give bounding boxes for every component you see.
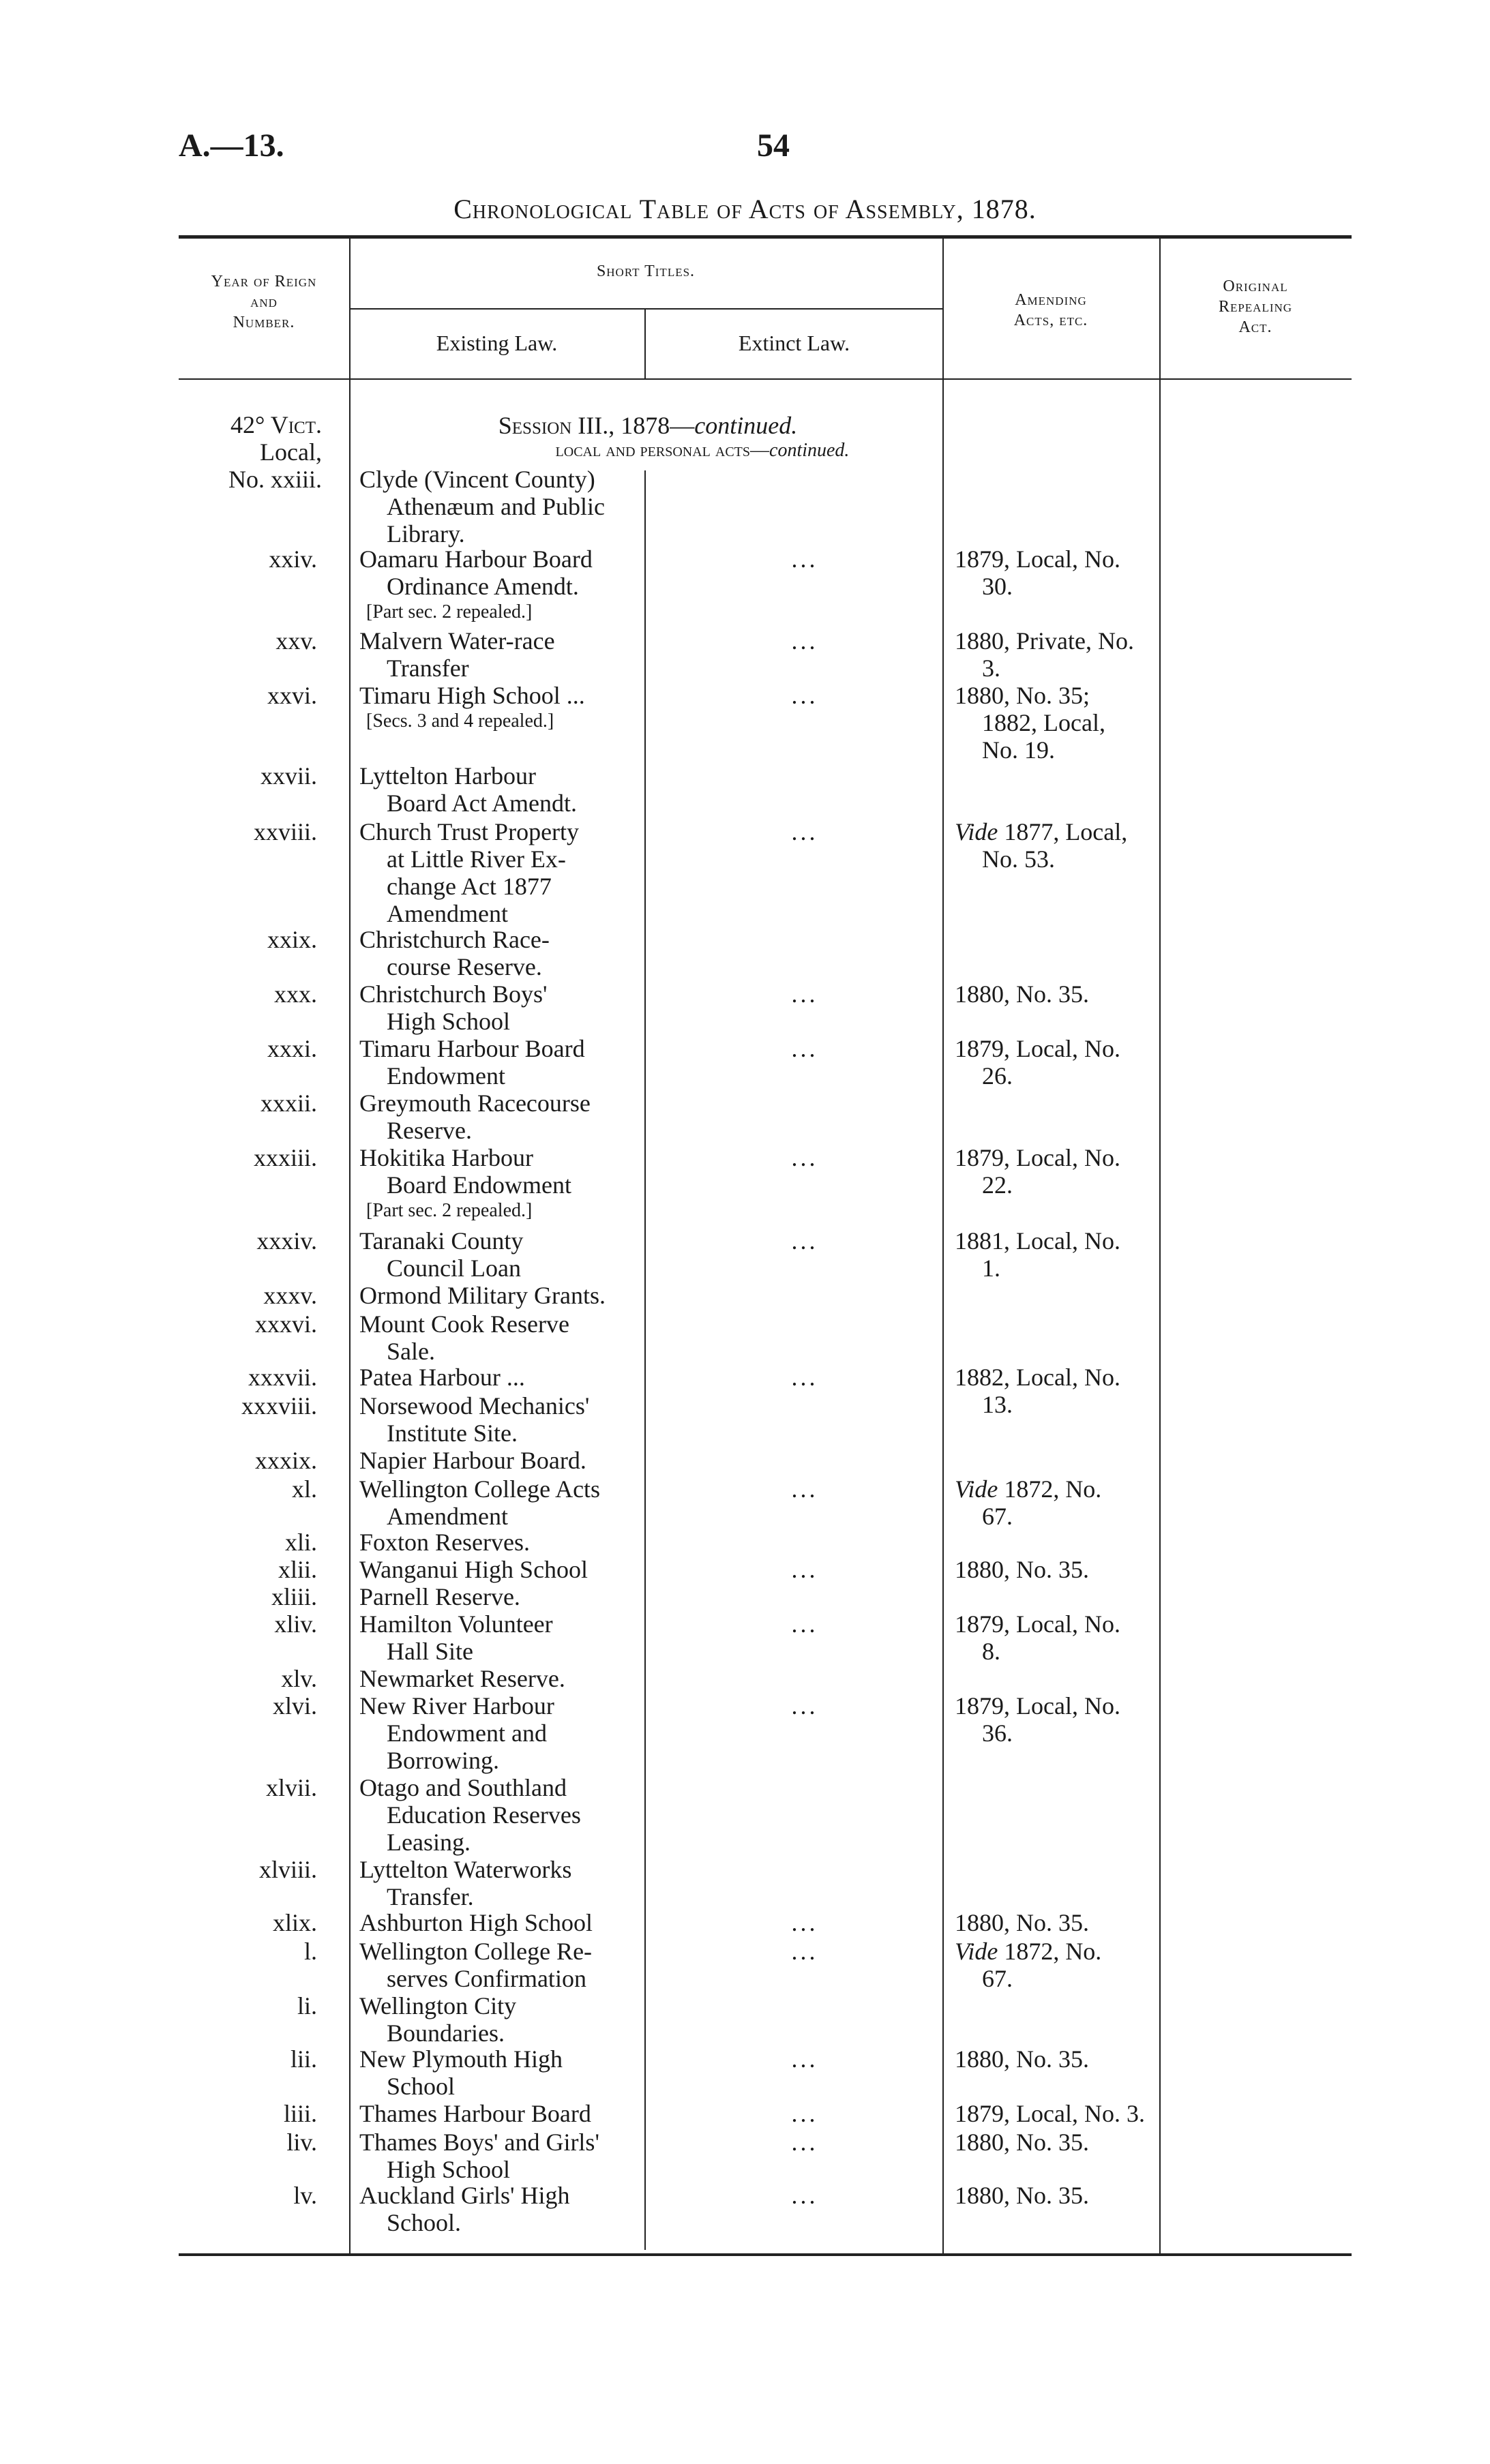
title-line: Thames Harbour Board [359,2100,591,2127]
session-subheading-main: local and personal acts— [555,440,770,461]
row-number: lii. [290,2045,317,2073]
session-subheading-cont: continued. [769,440,850,461]
title-line: New Plymouth High [359,2045,563,2073]
repeal-note: [Secs. 3 and 4 repealed.] [366,710,554,732]
row-short-title [359,1610,644,1665]
row-short-title [359,1909,644,1936]
row-number: xxvii. [260,762,317,790]
row-amending-acts [955,682,1154,764]
row-short-title [359,1144,644,1223]
title-line: High School [387,2156,511,2183]
title-line: Library. [387,520,465,547]
title-line: Otago and Southland [359,1774,567,1801]
amend-line: 1879, Local, No. [955,545,1120,573]
amend-line: 1. [982,1254,1000,1282]
row-number: liv. [286,2129,317,2156]
title-line: Wellington City [359,1992,517,2019]
row-short-title [359,2129,644,2183]
row-number: xlviii. [258,1856,317,1883]
row-number: xxv. [275,627,317,655]
row-extinct-law: ... [791,1475,818,1503]
title-line: Lyttelton Waterworks [359,1856,572,1883]
header-bottom-rule [179,378,1352,380]
header-year-line: and [250,293,278,311]
title-line: Borrowing. [387,1747,499,1774]
row-amending-acts [955,2182,1154,2209]
title-line: Council Loan [387,1254,521,1282]
vide-label: Vide [955,1475,1004,1503]
session-heading-main: Session III., 1878— [498,412,695,439]
row-short-title [359,980,644,1035]
row-amending-acts [955,1475,1154,1530]
regnal-line: 42° Vict. [230,411,322,438]
row-amending-acts [955,2045,1154,2073]
row-short-title [359,1392,644,1447]
session-heading-cont: continued. [694,412,798,439]
title-line: Patea Harbour ... [359,1364,525,1391]
row-number: li. [297,1992,317,2019]
title-line: serves Confirmation [387,1965,586,1992]
amend-line: 1879, Local, No. [955,1610,1120,1638]
row-number: xlv. [281,1665,317,1692]
title-line: Transfer [387,655,469,682]
header-original-line: Act. [1238,318,1272,336]
amend-line: 1880, Private, No. [955,627,1134,655]
row-number: xxxiii. [253,1144,317,1171]
amend-line: 22. [982,1171,1013,1199]
amend-line: 26. [982,1062,1013,1090]
amend-line: 1881, Local, No. [955,1227,1120,1254]
title-line: Board Act Amendt. [387,790,577,817]
row-number: xlix. [272,1909,317,1936]
title-line: course Reserve. [387,953,542,980]
row-amending-acts [955,1938,1154,1992]
title-line: Napier Harbour Board. [359,1447,586,1474]
title-line: Wellington College Acts [359,1475,601,1503]
row-amending-acts [955,2129,1154,2156]
title-line: Christchurch Boys' [359,980,548,1008]
row-short-title [359,1556,644,1583]
row-short-title [359,762,644,817]
row-short-title [359,2182,644,2236]
title-line: Parnell Reserve. [359,1583,520,1610]
row-short-title [359,545,644,625]
title-line: High School [387,1008,511,1035]
amend-line: 1882, Local, [982,709,1105,736]
row-short-title [359,1227,644,1282]
row-amending-acts [955,980,1154,1008]
short-titles-divider [349,308,942,310]
title-line: Education Reserves [387,1801,581,1829]
row-extinct-law: ... [791,2100,818,2127]
title-line: Clyde (Vincent County) [359,466,595,493]
row-extinct-law: ... [791,1035,818,1062]
title-line: Mount Cook Reserve [359,1310,569,1338]
amend-line: No. 53. [982,845,1055,873]
amend-line: 1880, No. 35. [955,980,1089,1008]
title-line: at Little River Ex- [387,845,566,873]
title-line: Greymouth Racecourse [359,1090,591,1117]
title-line: Athenæum and Public [387,493,605,520]
row-extinct-law: ... [791,1938,818,1965]
amend-line: 36. [982,1719,1013,1747]
row-short-title [359,1090,644,1144]
amend-line: Vide 1872, No. [955,1475,1102,1503]
row-short-title [359,1856,644,1910]
header-amending-line: Amending [1015,291,1087,309]
title-line: Timaru High School ... [359,682,585,709]
repeal-note: [Part sec. 2 repealed.] [366,601,533,622]
title-line: Endowment and [387,1719,547,1747]
row-short-title [359,1475,644,1530]
amend-line: 1880, No. 35; [955,682,1090,709]
title-line: Hall Site [387,1638,473,1665]
title-line: Board Endowment [387,1171,571,1199]
amend-line: 1880, No. 35. [955,1909,1089,1936]
amend-line: 1880, No. 35. [955,2182,1089,2209]
title-line: Hamilton Volunteer [359,1610,553,1638]
title-line: Ordinance Amendt. [387,573,579,600]
row-number: xlii. [278,1556,317,1583]
title-line: Thames Boys' and Girls' [359,2129,599,2156]
row-number: lv. [293,2182,317,2209]
row-short-title [359,1938,644,1992]
row-extinct-law: ... [791,545,818,573]
amend-line: 1879, Local, No. [955,1144,1120,1171]
row-short-title [359,818,644,927]
title-line: Church Trust Property [359,818,580,845]
row-short-title [359,1583,644,1610]
row-short-title [359,1282,644,1309]
row-amending-acts [955,1610,1154,1665]
amend-line: 13. [982,1391,1013,1418]
title-line: Ashburton High School [359,1909,593,1936]
amend-line: Vide 1877, Local, [955,818,1128,845]
header-short-titles: Short Titles. [596,262,696,280]
amend-line: 1882, Local, No. [955,1364,1120,1391]
row-number: xxxi. [267,1035,317,1062]
row-extinct-law: ... [791,1364,818,1391]
title-line: Sale. [387,1338,435,1365]
row-number: xliv. [274,1610,317,1638]
row-extinct-law: ... [791,2045,818,2073]
row-extinct-law: ... [791,1909,818,1936]
row-number: xxxviii. [241,1392,317,1419]
row-amending-acts [955,1144,1154,1199]
row-number: xxx. [274,980,317,1008]
row-amending-acts [955,1909,1154,1936]
regnal-line: Local, [260,438,322,466]
title-line: Amendment [387,900,508,927]
row-short-title [359,1447,644,1474]
repeal-note: [Part sec. 2 repealed.] [366,1200,533,1221]
title-line: Wanganui High School [359,1556,588,1583]
amend-line: 1879, Local, No. [955,1035,1120,1062]
title-line: School. [387,2209,462,2236]
header-year-line: Year of Reign [211,273,317,290]
row-number: xxxvi. [254,1310,317,1338]
vide-label: Vide [955,818,1004,845]
row-amending-acts [955,545,1154,600]
row-number: xxvi. [267,682,317,709]
title-line: Hokitika Harbour [359,1144,533,1171]
row-amending-acts [955,627,1154,682]
row-amending-acts [955,2100,1154,2127]
row-number: xl. [291,1475,317,1503]
row-number: xlvii. [265,1774,317,1801]
page-number: 54 [757,127,790,164]
amend-line: 67. [982,1503,1013,1530]
document-reference: A.—13. [179,127,284,164]
row-extinct-law: ... [791,1556,818,1583]
amend-line: 1880, No. 35. [955,1556,1089,1583]
amend-line: Vide 1872, No. [955,1938,1102,1965]
table-top-rule [179,235,1352,239]
row-number: xxxiv. [256,1227,317,1254]
row-extinct-law: ... [791,980,818,1008]
title-line: Wellington College Re- [359,1938,593,1965]
row-number: xxix. [267,926,317,953]
title-line: Institute Site. [387,1419,518,1447]
row-number: xxxix. [254,1447,317,1474]
row-number: xli. [284,1529,317,1556]
session-subheading [396,440,1009,462]
row-short-title [359,466,644,547]
header-existing-law: Existing Law. [436,331,558,355]
row-number: xlvi. [272,1692,317,1719]
regnal-line: No. xxiii. [228,466,322,493]
amend-line: 1879, Local, No. [955,1692,1120,1719]
header-original-line: Original [1223,277,1288,295]
vide-label: Vide [955,1938,1004,1965]
row-short-title [359,2100,644,2127]
title-line: Christchurch Race- [359,926,550,953]
row-amending-acts [955,1227,1154,1282]
title-line: Timaru Harbour Board [359,1035,585,1062]
row-short-title [359,2045,644,2100]
row-short-title [359,682,644,734]
row-short-title [359,1665,644,1692]
amend-line: 1879, Local, No. 3. [955,2100,1145,2127]
row-extinct-law: ... [791,682,818,709]
amend-line: 3. [982,655,1000,682]
amend-line: 30. [982,573,1013,600]
title-line: Ormond Military Grants. [359,1282,606,1309]
title-line: Taranaki County [359,1227,524,1254]
row-short-title [359,1529,644,1556]
row-short-title [359,1992,644,2047]
row-short-title [359,1774,644,1856]
title-line: Amendment [387,1503,508,1530]
amend-line: 1880, No. 35. [955,2129,1089,2156]
title-line: Endowment [387,1062,505,1090]
row-extinct-law: ... [791,1227,818,1254]
session-heading [341,411,955,440]
row-short-title [359,1035,644,1090]
header-original [1159,276,1352,337]
title-line: Newmarket Reserve. [359,1665,565,1692]
title-line: School [387,2073,456,2100]
row-number: xxiv. [269,545,317,573]
row-amending-acts [955,1692,1154,1747]
header-extinct-law: Extinct Law. [738,331,850,355]
title-line: Oamaru Harbour Board [359,545,593,573]
title-line: Foxton Reserves. [359,1529,530,1556]
row-number: l. [303,1938,317,1965]
row-extinct-law: ... [791,1692,818,1719]
amend-line: 67. [982,1965,1013,1992]
header-year [179,271,349,333]
title-line: Reserve. [387,1117,472,1144]
amend-line: 1880, No. 35. [955,2045,1089,2073]
title-line: New River Harbour [359,1692,554,1719]
row-amending-acts [955,1035,1154,1090]
row-number: liii. [283,2100,317,2127]
table-row [0,2182,1490,2345]
header-amending [942,290,1159,331]
title-line: change Act 1877 [387,873,552,900]
row-short-title [359,1310,644,1365]
row-extinct-law: ... [791,2129,818,2156]
row-number: xxxv. [263,1282,317,1309]
row-extinct-law: ... [791,1610,818,1638]
title-line: Lyttelton Harbour [359,762,536,790]
row-extinct-law: ... [791,818,818,845]
row-number: xliii. [271,1583,317,1610]
row-short-title [359,926,644,980]
row-short-title [359,627,644,682]
row-short-title [359,1364,644,1391]
row-extinct-law: ... [791,1144,818,1171]
row-number: xxxii. [260,1090,317,1117]
row-number: xxviii. [253,818,317,845]
amend-line: No. 19. [982,736,1055,764]
header-year-line: Number. [233,314,295,331]
row-extinct-law: ... [791,2182,818,2209]
table-title: Chronological Table of Acts of Assembly, 1878. [453,194,1037,224]
title-line: Norsewood Mechanics' [359,1392,590,1419]
row-amending-acts [955,818,1154,873]
row-amending-acts [955,1556,1154,1583]
row-number: xxxvii. [248,1364,317,1391]
title-line: Malvern Water-race [359,627,555,655]
row-short-title [359,1692,644,1774]
header-original-line: Repealing [1218,298,1293,316]
row-extinct-law: ... [791,627,818,655]
title-line: Boundaries. [387,2019,505,2047]
title-line: Transfer. [387,1883,474,1910]
amend-line: 8. [982,1638,1000,1665]
title-line: Leasing. [387,1829,471,1856]
title-line: Auckland Girls' High [359,2182,570,2209]
header-amending-line: Acts, etc. [1013,312,1088,329]
